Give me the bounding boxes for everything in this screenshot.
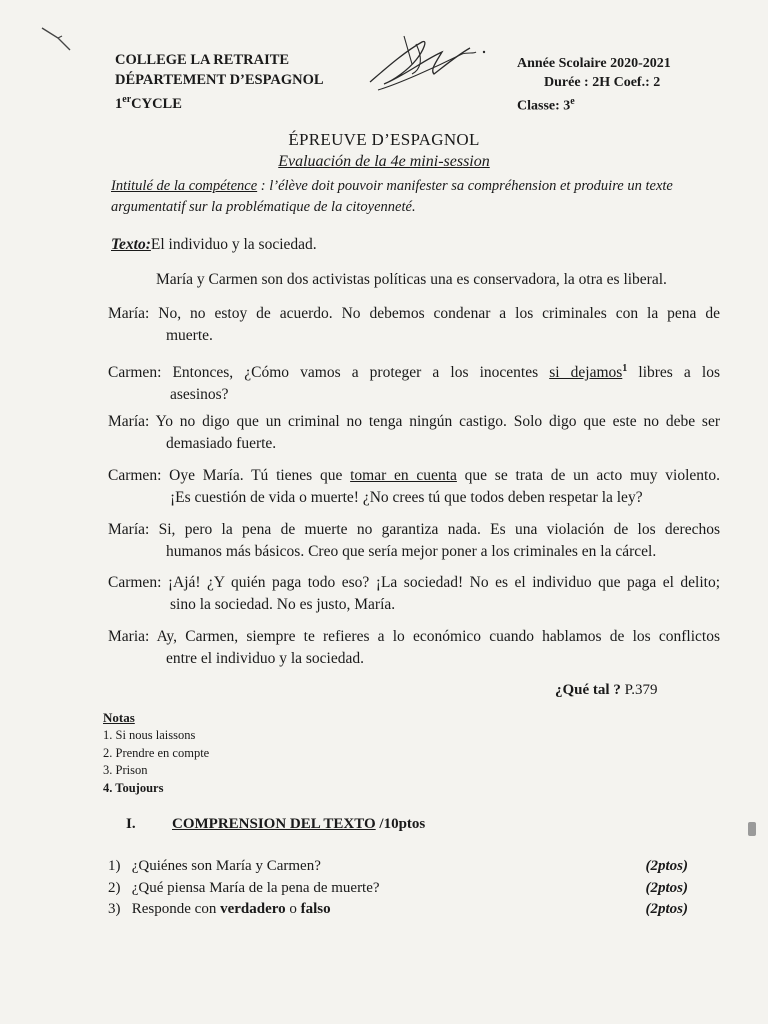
duration-coef: Durée : 2H Coef.: 2 <box>544 75 661 90</box>
question-1: 1) ¿Quiénes son María y Carmen? (2ptos) <box>108 858 688 874</box>
text-source: ¿Qué tal ? P.379 <box>555 682 658 698</box>
dialogue-line-4: Carmen: Oye María. Tú tienes que tomar en cuenta que se trata de un acto muy violento. ¡Es cuestión de vida o muerte! ¿No crees tú que todos deben respetar la ley? <box>108 467 720 506</box>
dialogue-line-1: María: No, no estoy de acuerdo. No debemos condenar a los criminales con la pena de muerte. <box>108 305 720 344</box>
underlined-term-si-dejamos: si dejamos <box>549 364 623 382</box>
dialogue-line-7: Maria: Ay, Carmen, siempre te refieres a lo económico cuando hablamos de los conflictos entre el individuo y la sociedad. <box>108 628 720 667</box>
competence-statement <box>111 176 723 218</box>
underlined-term-tomar-en-cuenta: tomar en cuenta <box>350 467 457 484</box>
cycle-label: 1erCYCLE <box>115 94 182 112</box>
notes-list <box>103 727 209 797</box>
dialogue-line-3: María: Yo no digo que un criminal no tenga ningún castigo. Solo digo que este no debe ser demasiado fuerte. <box>108 413 720 452</box>
note-item: 3. Prison <box>103 763 148 777</box>
header-school-block <box>115 50 324 114</box>
department-name: DÉPARTEMENT D’ESPAGNOL <box>115 72 324 88</box>
note-item: 4. Toujours <box>103 780 164 795</box>
text-intro: María y Carmen son dos activistas políticas una es conservadora, la otra es liberal. <box>156 271 667 288</box>
school-name: COLLEGE LA RETRAITE <box>115 52 290 68</box>
note-item: 2. Prendre en compte <box>103 745 210 760</box>
signature-icon <box>364 30 494 100</box>
exam-title: ÉPREUVE D’ESPAGNOL <box>288 130 480 149</box>
text-heading <box>111 236 317 254</box>
question-points: (2ptos) <box>645 858 688 874</box>
school-year: Année Scolaire 2020-2021 <box>517 56 671 71</box>
class-label: Classe: 3e <box>517 96 575 114</box>
header-info-block <box>517 54 671 116</box>
dialogue-line-5: María: Si, pero la pena de muerte no garantiza nada. Es una violación de los derechos humanos más básicos. Creo que sería mejor poner a los criminales en la cárcel. <box>108 521 720 560</box>
question-points: (2ptos) <box>645 880 688 896</box>
competence-label: Intitulé de la compétence <box>111 178 258 194</box>
corner-scribble-icon <box>40 24 80 56</box>
dialogue-line-6: Carmen: ¡Ajá! ¿Y quién paga todo eso? ¡La sociedad! No es el individuo que paga el delito; sino la sociedad. No es justo, María. <box>108 574 720 613</box>
footnote-ref-1: 1 <box>622 363 628 374</box>
texto-label: Texto: <box>111 236 151 253</box>
competence-text: : l’élève doit pouvoir manifester sa compréhension et produire un texte argumentatif sur la problématique de la citoyenneté. <box>111 178 673 215</box>
question-points: (2ptos) <box>645 901 688 917</box>
question-2: 2) ¿Qué piensa María de la pena de muerte? (2ptos) <box>108 880 688 896</box>
exam-subtitle: Evaluación de la 4e mini-session <box>278 153 490 170</box>
notes-title: Notas <box>103 710 135 725</box>
texto-title: El individuo y la sociedad. <box>150 236 317 253</box>
scan-mark <box>748 822 756 836</box>
note-item: 1. Si nous laissons <box>103 728 196 742</box>
section-heading: I. COMPRENSION DEL TEXTO /10ptos <box>126 816 426 832</box>
question-3: 3) Responde con verdadero o falso (2ptos) <box>108 901 688 917</box>
dialogue-line-2: Carmen: Entonces, ¿Cómo vamos a proteger a los inocentes si dejamos$^1$ libres a los asesinos? <box>108 363 720 404</box>
